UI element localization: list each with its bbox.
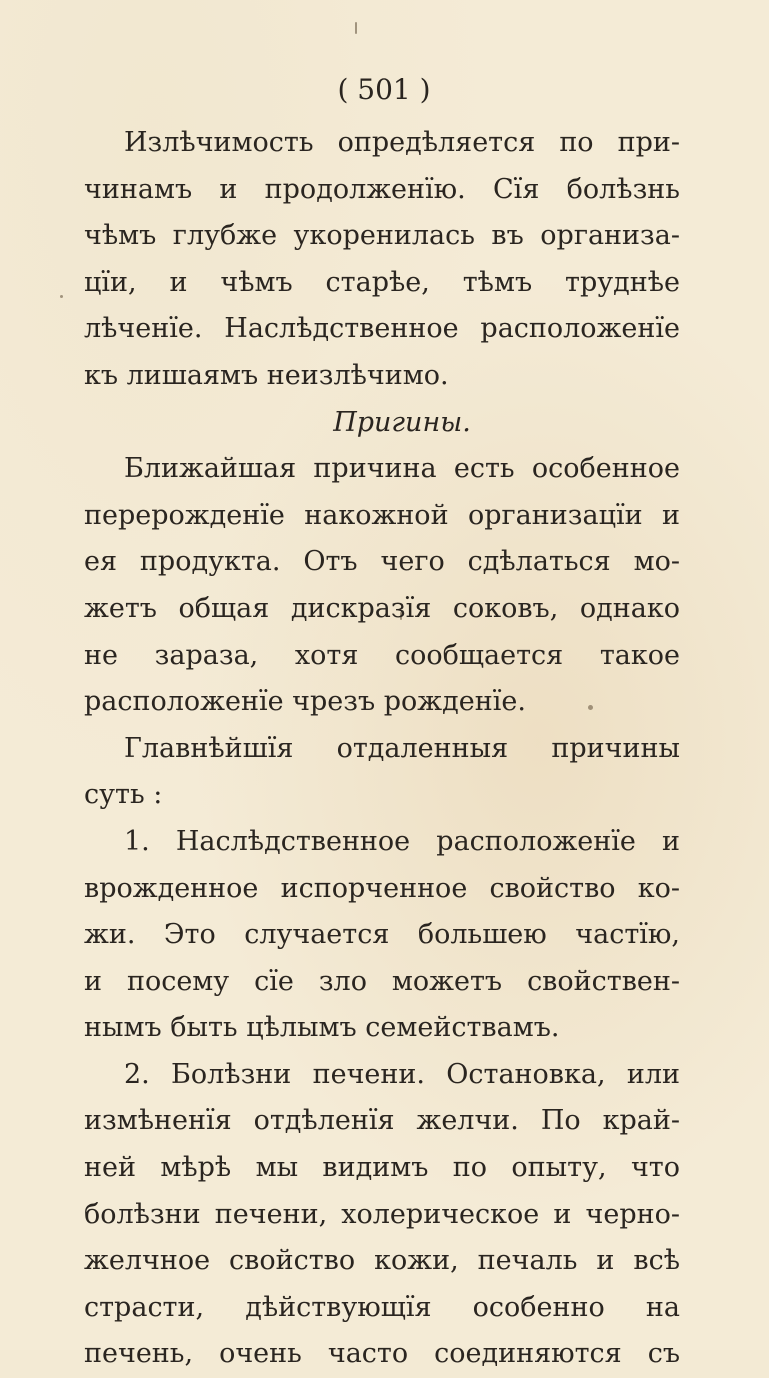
list-item-1: 1. Наслѣдственное расположенїе и — [124, 825, 680, 857]
text-line: чѣмъ глубже укоренилась въ организа- — [84, 220, 680, 252]
text-line: чинамъ и продолженїю. Сїя болѣзнь — [84, 173, 680, 205]
text-line: перерожденїе накожной организацїи и — [84, 499, 680, 531]
text-line: Ближайшая причина есть особенное — [124, 453, 680, 485]
text-line: желчное свойство кожи, печаль и всѣ — [84, 1245, 680, 1277]
text-line: измѣненїя отдѣленїя желчи. По край- — [84, 1105, 680, 1137]
text-line: печень, очень часто соединяются съ — [84, 1338, 680, 1370]
text-line: нымъ быть цѣлымъ семействамъ. — [84, 1012, 560, 1044]
text-line: врожденное испорченное свойство ко- — [84, 872, 680, 904]
text-line: болѣзни печени, холерическое и черно- — [84, 1198, 680, 1230]
text-line: жетъ общая дискразїя соковъ, однако — [84, 592, 680, 624]
text-line: и посему сїе зло можетъ свойствен- — [84, 965, 680, 997]
text-line: ней мѣрѣ мы видимъ по опыту, что — [84, 1152, 680, 1184]
text-line: не зараза, хотя сообщается такое — [84, 639, 680, 671]
text-line: лѣченїе. Наслѣдственное расположенїе — [84, 313, 680, 345]
text-line: Главнѣйшїя отдаленныя причины — [124, 732, 680, 764]
page-text — [84, 70, 680, 1378]
text-line: къ лишаямъ неизлѣчимо. — [84, 359, 449, 391]
text-line: цїи, и чѣмъ старѣе, тѣмъ труднѣе — [84, 266, 680, 298]
text-line: суть : — [84, 779, 163, 811]
section-heading: Пригины. — [333, 406, 471, 438]
page-number: ( 501 ) — [337, 73, 431, 106]
list-item-2: 2. Болѣзни печени. Остановка, или — [124, 1058, 680, 1090]
text-line: ея продукта. Отъ чего сдѣлаться мо- — [84, 546, 680, 578]
text-line: расположенїе чрезъ рожденїе. — [84, 686, 526, 718]
text-line: жи. Это случается большею частїю, — [84, 919, 680, 951]
text-line: страсти, дѣйствующїя особенно на — [84, 1291, 680, 1323]
text-line: Излѣчимость опредѣляется по при- — [124, 127, 680, 158]
